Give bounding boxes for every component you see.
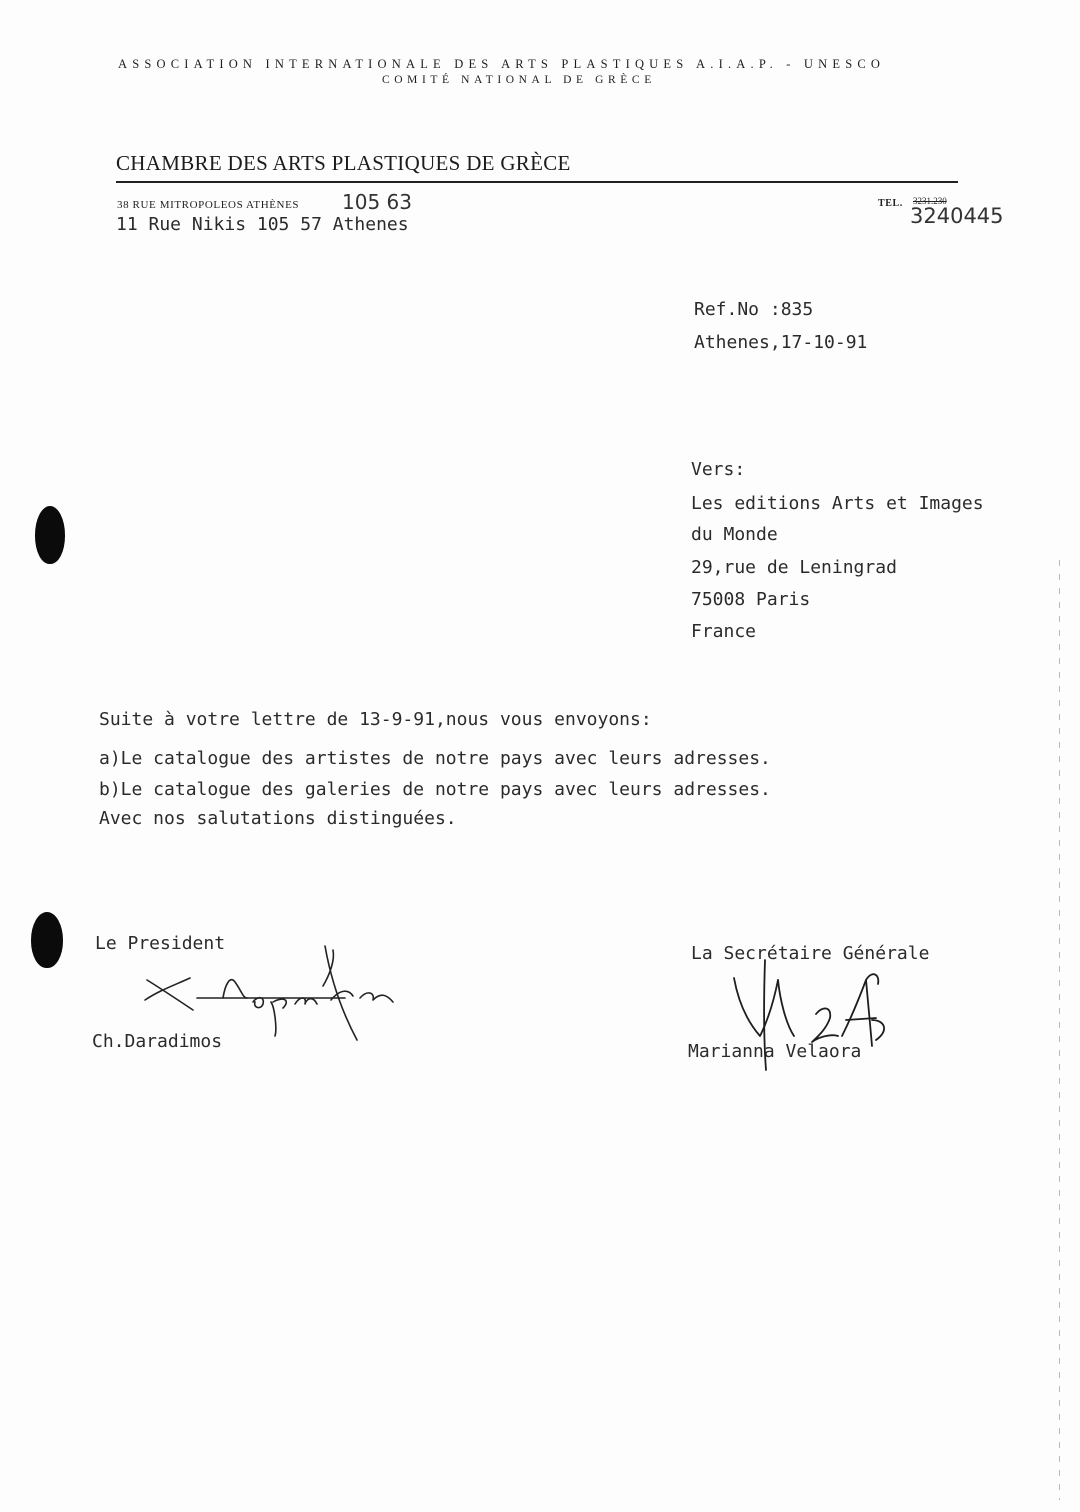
committee-line: COMITÉ NATIONAL DE GRÈCE	[382, 74, 656, 86]
left-signatory-name: Ch.Daradimos	[92, 1031, 223, 1052]
tel-label: TEL.	[878, 198, 903, 209]
binder-hole-top	[35, 506, 65, 564]
printed-address: 38 RUE MITROPOLEOS ATHÈNES	[117, 199, 300, 211]
left-signatory-title: Le President	[95, 933, 226, 954]
reference-number: Ref.No :835	[694, 299, 814, 320]
president-signature	[135, 940, 410, 1050]
paper-edge	[1059, 560, 1060, 1500]
secretary-signature	[720, 940, 900, 1080]
body-line: Suite à votre lettre de 13-9-91,nous vous envoyons:	[99, 709, 652, 730]
chamber-title: CHAMBRE DES ARTS PLASTIQUES DE GRÈCE	[116, 151, 571, 175]
handwritten-postcode: 105 63	[342, 190, 412, 214]
recipient-line: 75008 Paris	[691, 589, 811, 610]
body-line: b)Le catalogue des galeries de notre pays avec leurs adresses.	[99, 779, 771, 800]
right-signatory-name: Marianna Velaora	[688, 1041, 862, 1062]
binder-hole-bottom	[31, 912, 63, 968]
recipient-line: Les editions Arts et Images	[691, 493, 984, 514]
recipient-line: du Monde	[691, 524, 778, 545]
right-signatory-title: La Secrétaire Générale	[691, 943, 930, 964]
letterhead-rule	[116, 181, 958, 183]
recipient-line: 29,rue de Leningrad	[691, 557, 897, 578]
recipient-line: Vers:	[691, 459, 746, 480]
body-line: Avec nos salutations distinguées.	[99, 808, 457, 829]
typed-address: 11 Rue Nikis 105 57 Athenes	[116, 214, 409, 235]
place-date: Athenes,17-10-91	[694, 332, 868, 353]
tel-old-number: 3231.230	[913, 196, 947, 206]
association-line: ASSOCIATION INTERNATIONALE DES ARTS PLASTIQUES A.I.A.P. - UNESCO	[118, 57, 886, 71]
body-line: a)Le catalogue des artistes de notre pays avec leurs adresses.	[99, 748, 771, 769]
tel-new-number: 3240445	[910, 204, 1004, 228]
recipient-line: France	[691, 621, 757, 642]
